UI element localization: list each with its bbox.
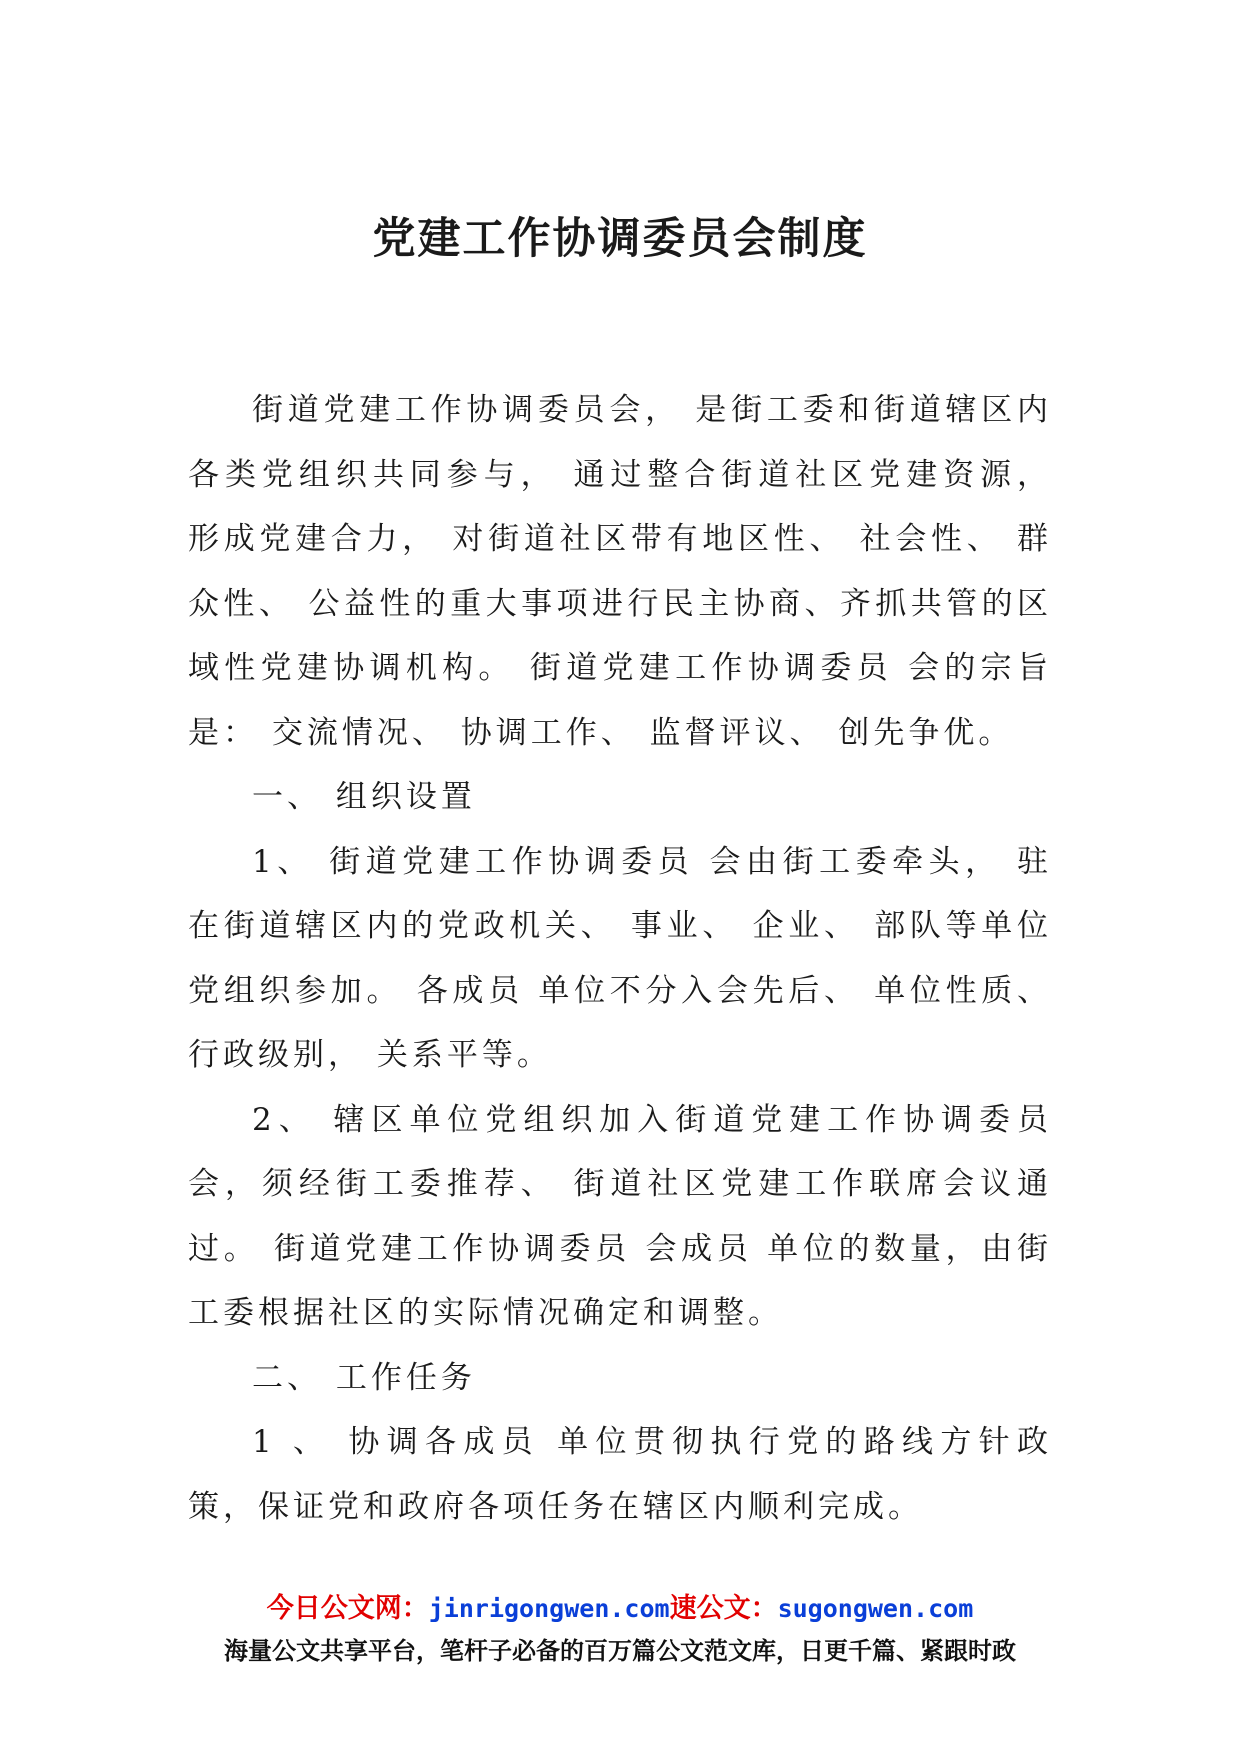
site1-url[interactable]: jinrigongwen.com bbox=[428, 1594, 670, 1623]
site1-label: 今日公文网： bbox=[266, 1593, 429, 1624]
document-title: 党建工作协调委员会制度 bbox=[372, 214, 868, 264]
section-heading-tasks: 二、 工作任务 bbox=[252, 1359, 476, 1396]
footer-tagline: 海量公文共享平台，笔杆子必备的百万篇公文范文库，日更千篇、紧跟时政 bbox=[224, 1637, 1016, 1665]
tasks-item-1: 1 、 协调各成员 单位贯彻执行党的路线方针政策，保证党和政府各项任务在辖区内顺利完成。 bbox=[188, 1424, 1052, 1525]
organization-item-2: 2、 辖区单位党组织加入街道党建工作协调委员会，须经街工委推荐、 街道社区党建工作联席会议通过。 街道党建工作协调委员 会成员 单位的数量，由街工委根据社区的实际情况确定和调整。 bbox=[188, 1101, 1052, 1331]
section-heading-organization: 一、 组织设置 bbox=[252, 779, 476, 815]
footer-sites bbox=[0, 1586, 1240, 1625]
intro-paragraph: 街道党建工作协调委员会， 是街工委和街道辖区内各类党组织共同参与， 通过整合街道社区党建资源， 形成党建合力， 对街道社区带有地区性、 社会性、 群众性、 公益性的重大事项进行民主协商、齐抓共管的区域性党建协调机构。 街道党建工作协调委员 会的宗旨是： 交流情况、 协调工作、 监督评议、 创先争优。 bbox=[188, 392, 1052, 751]
organization-item-1: 1、 街道党建工作协调委员 会由街工委牵头， 驻在街道辖区内的党政机关、 事业、 企业、 部队等单位党组织参加。 各成员 单位不分入会先后、 单位性质、 行政级别， 关系平等。 bbox=[188, 843, 1052, 1073]
document-body bbox=[188, 378, 1052, 1539]
site2-label: 速公文： bbox=[669, 1593, 778, 1624]
site2-url[interactable]: sugongwen.com bbox=[777, 1594, 974, 1623]
